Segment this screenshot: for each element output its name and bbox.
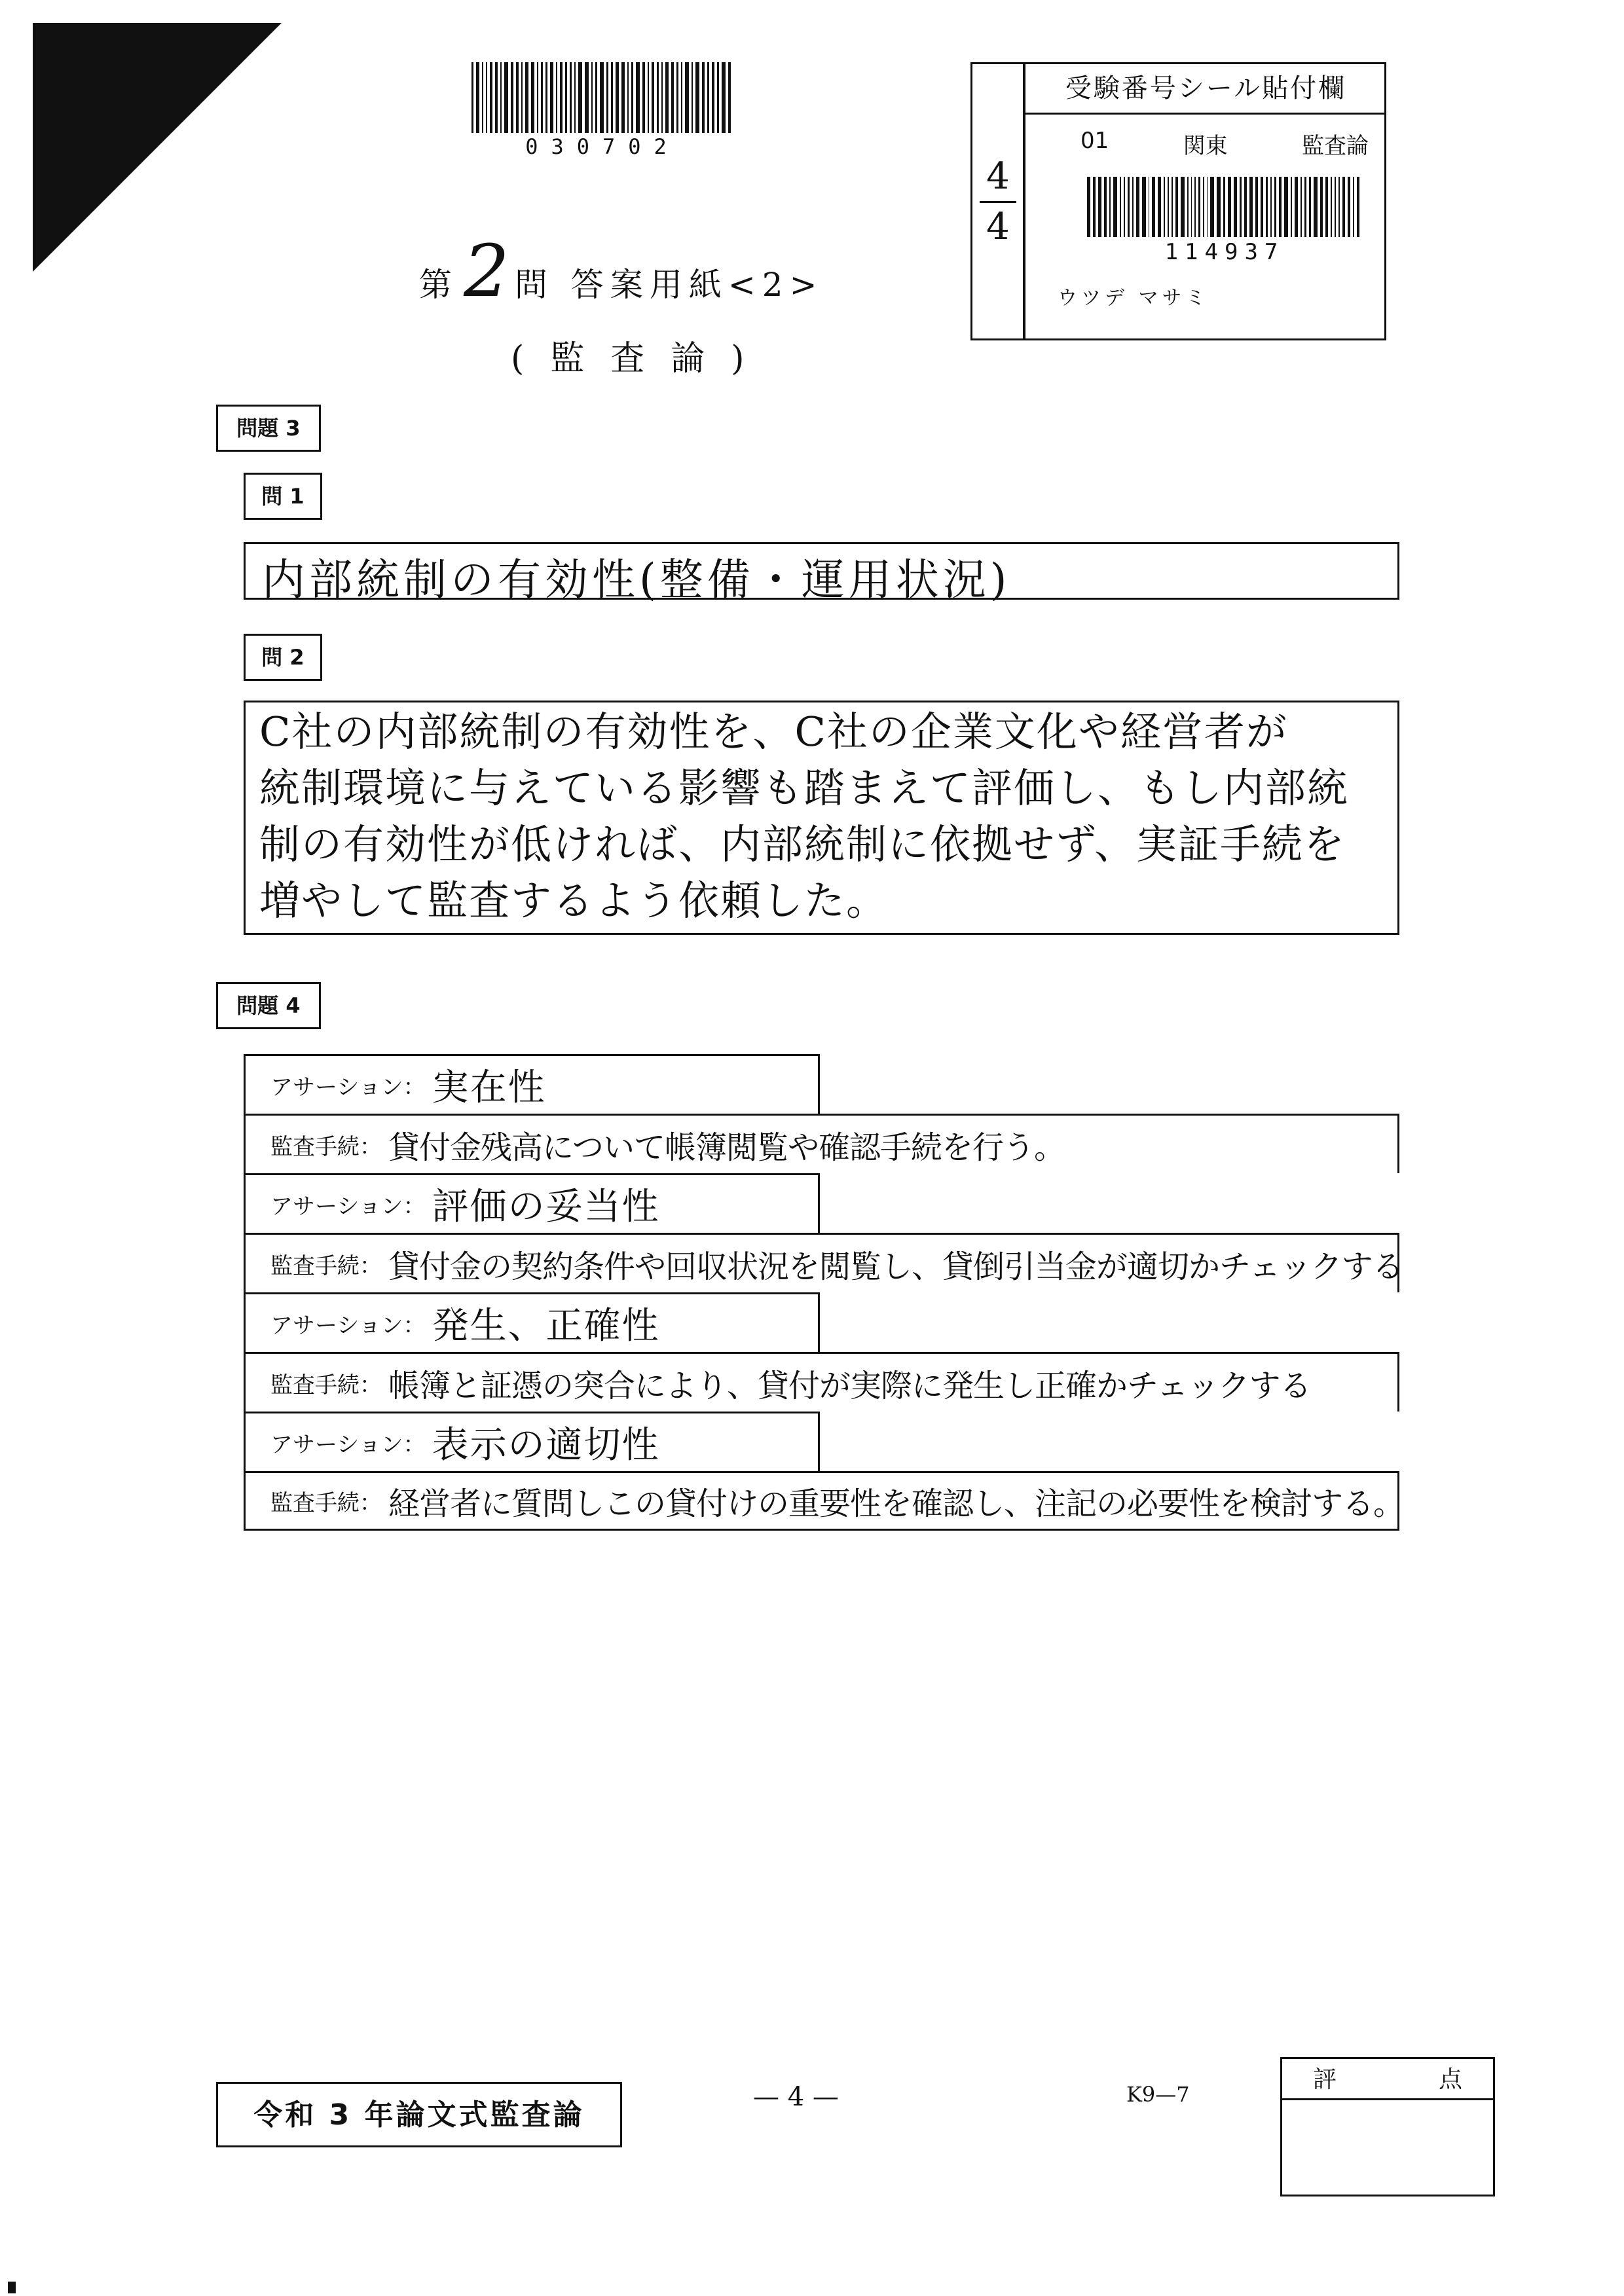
q2-answer-line: 制の有効性が低ければ、内部統制に依拠せず、実証手続を: [259, 820, 1346, 868]
barcode-bar: [1207, 177, 1208, 237]
barcode-bar: [1314, 177, 1318, 237]
barcode-bar: [685, 62, 689, 133]
barcode-bar: [1217, 177, 1221, 237]
barcode-bar: [606, 62, 608, 133]
score-label-1: 評: [1313, 2066, 1337, 2093]
title-suffix: 問 答案用紙<2>: [515, 266, 824, 304]
procedure-row[interactable]: [244, 1352, 1399, 1412]
barcode-bar: [531, 62, 534, 133]
barcode-bar: [1338, 177, 1340, 237]
barcode-bar: [486, 62, 488, 133]
barcode-bar: [657, 62, 659, 133]
score-box-heading: [1280, 2057, 1495, 2100]
barcode-bar: [525, 62, 528, 133]
barcode-bar: [1274, 177, 1276, 237]
page-number: — 4 —: [753, 2082, 839, 2112]
barcode-bar: [1342, 177, 1346, 237]
title-number: 2: [464, 229, 509, 313]
barcode-bar: [1113, 177, 1117, 237]
barcode-bar: [595, 62, 597, 133]
exam-title-box: [216, 2082, 622, 2147]
assertion-answer: 実在性: [432, 1066, 546, 1109]
page-title: [419, 229, 824, 313]
barcode-bar: [728, 62, 731, 133]
assertion-label: アサーション：: [270, 1074, 426, 1101]
assertion-label: アサーション：: [270, 1193, 426, 1220]
barcode-bar: [1087, 177, 1090, 237]
barcode-bar: [665, 62, 669, 133]
score-label-2: 点: [1438, 2066, 1462, 2093]
barcode-bar: [556, 62, 557, 133]
barcode-bar: [695, 62, 699, 133]
barcode-bar: [1357, 177, 1359, 237]
barcode-bar: [1194, 177, 1196, 237]
barcode-bar: [1181, 177, 1185, 237]
barcode-bar: [621, 62, 625, 133]
barcode-bar: [1255, 177, 1258, 237]
procedure-row[interactable]: [244, 1114, 1399, 1173]
barcode-bar: [541, 62, 543, 133]
barcode-bar: [1234, 177, 1238, 237]
barcode-bar: [1295, 177, 1299, 237]
sticker-page-fraction: [970, 154, 1025, 250]
q2-label: 問 2: [244, 634, 322, 681]
sticker-page-bottom: 4: [986, 206, 1010, 248]
barcode-bar: [1335, 177, 1336, 237]
barcode-bar: [1240, 177, 1242, 237]
barcode-bar: [1210, 177, 1214, 237]
barcode-bar: [560, 62, 563, 133]
barcode-bar: [636, 62, 640, 133]
barcode-bar: [631, 62, 633, 133]
barcode-bar: [642, 62, 644, 133]
barcode-bar: [1120, 177, 1121, 237]
barcode-bar: [661, 62, 663, 133]
barcode-bar: [570, 62, 572, 133]
barcode-bar: [1244, 177, 1247, 237]
barcode-bar: [1198, 177, 1200, 237]
q1-label: 問 1: [244, 473, 322, 520]
barcode-bar: [1309, 177, 1311, 237]
barcode-bar: [1301, 177, 1302, 237]
assertion-procedure-table: [244, 1054, 1405, 1531]
barcode-bar: [600, 62, 604, 133]
barcode-bar: [1266, 177, 1268, 237]
procedure-label: 監査手続：: [270, 1133, 382, 1160]
barcode-bar: [1104, 177, 1107, 237]
barcode-bar: [1149, 177, 1150, 237]
barcode-bar: [702, 62, 704, 133]
barcode-bar: [722, 62, 725, 133]
barcode-bar: [1348, 177, 1350, 237]
barcode-bar: [537, 62, 538, 133]
barcode-bar: [1261, 177, 1263, 237]
barcode-bar: [1152, 177, 1155, 237]
barcode-bar: [1136, 177, 1139, 237]
barcode-bar: [1142, 177, 1146, 237]
sticker-page-top: 4: [986, 155, 1010, 198]
title-prefix: 第: [419, 266, 458, 304]
top-barcode: [471, 62, 733, 133]
q2-answer-line: C社の内部統制の有効性を、C社の企業文化や経営者が: [259, 708, 1288, 756]
barcode-bar: [495, 62, 498, 133]
barcode-bar: [1168, 177, 1169, 237]
barcode-bar: [1304, 177, 1306, 237]
procedure-label: 監査手続：: [270, 1490, 382, 1516]
assertion-label: アサーション：: [270, 1431, 426, 1458]
assertion-answer: 発生、正確性: [432, 1305, 660, 1347]
assertion-row[interactable]: [244, 1054, 820, 1114]
barcode-bar: [585, 62, 589, 133]
sticker-region: 関東: [1183, 133, 1228, 159]
page-subtitle: (監査論): [511, 339, 771, 378]
question3-label: 問題 3: [216, 405, 321, 452]
sticker-heading: 受験番号シール貼付欄: [1025, 62, 1386, 115]
barcode-bar: [611, 62, 613, 133]
q2-answer-line: 増やして監査するよう依頼した。: [259, 877, 889, 924]
barcode-bar: [1320, 177, 1323, 237]
question4-label: 問題 4: [216, 982, 321, 1029]
barcode-bar: [717, 62, 719, 133]
sticker-barcode: [1087, 177, 1362, 237]
scan-mark: [8, 2282, 16, 2293]
barcode-bar: [671, 62, 673, 133]
barcode-bar: [1132, 177, 1134, 237]
procedure-row[interactable]: [244, 1471, 1405, 1531]
procedure-row[interactable]: [244, 1233, 1403, 1292]
procedure-answer: 経営者に質問しこの貸付けの重要性を確認し、注記の必要性を検討する。: [388, 1485, 1405, 1522]
procedure-answer: 帳簿と証憑の突合により、貸付が実際に発生し正確かチェックする: [388, 1367, 1311, 1404]
barcode-bar: [1228, 177, 1231, 237]
barcode-bar: [1353, 177, 1354, 237]
barcode-bar: [500, 62, 502, 133]
procedure-answer: 貸付金の契約条件や回収状況を閲覧し、貸倒引当金が適切かチェックする: [388, 1248, 1403, 1285]
barcode-bar: [565, 62, 567, 133]
barcode-bar: [1331, 177, 1332, 237]
assertion-answer: 評価の妥当性: [432, 1186, 660, 1228]
barcode-bar: [1093, 177, 1096, 237]
barcode-bar: [648, 62, 650, 133]
barcode-bar: [591, 62, 593, 133]
barcode-bar: [712, 62, 714, 133]
assertion-row[interactable]: [244, 1412, 820, 1471]
barcode-bar: [1249, 177, 1252, 237]
procedure-label: 監査手続：: [270, 1372, 382, 1398]
barcode-bar: [1203, 177, 1204, 237]
q1-answer-text: 内部統制の有効性(整備・運用状況): [262, 555, 1011, 605]
barcode-bar: [1270, 177, 1272, 237]
barcode-bar: [550, 62, 553, 133]
corner-triangle-mark: [33, 23, 282, 272]
barcode-bar: [1187, 177, 1189, 237]
barcode-bar: [578, 62, 582, 133]
barcode-bar: [692, 62, 693, 133]
barcode-bar: [1325, 177, 1328, 237]
form-code: K9—7: [1126, 2082, 1190, 2107]
barcode-bar: [1109, 177, 1111, 237]
barcode-bar: [1128, 177, 1130, 237]
q2-answer-line: 統制環境に与えている影響も踏まえて評価し、もし内部統: [259, 764, 1350, 812]
barcode-bar: [1223, 177, 1225, 237]
assertion-answer: 表示の適切性: [432, 1424, 660, 1467]
barcode-bar: [1291, 177, 1292, 237]
sticker-barcode-number: 114937: [1164, 239, 1285, 265]
barcode-bar: [1124, 177, 1125, 237]
barcode-bar: [490, 62, 492, 133]
barcode-bar: [676, 62, 678, 133]
barcode-bar: [511, 62, 513, 133]
top-barcode-number: 030702: [525, 134, 680, 159]
procedure-label: 監査手続：: [270, 1252, 382, 1279]
exam-title: 令和 3 年論文式監査論: [253, 2098, 585, 2132]
barcode-bar: [1191, 177, 1192, 237]
barcode-bar: [482, 62, 483, 133]
barcode-bar: [707, 62, 709, 133]
barcode-bar: [1175, 177, 1178, 237]
barcode-bar: [627, 62, 629, 133]
barcode-bar: [616, 62, 618, 133]
barcode-bar: [471, 62, 473, 133]
barcode-bar: [1279, 177, 1282, 237]
barcode-bar: [516, 62, 518, 133]
q2-answer-text: [259, 704, 1399, 929]
procedure-answer: 貸付金残高について帳簿閲覧や確認手続を行う。: [388, 1129, 1065, 1166]
assertion-row[interactable]: [244, 1173, 820, 1233]
barcode-bar: [574, 62, 576, 133]
barcode-bar: [504, 62, 508, 133]
sticker-region-code: 01: [1080, 128, 1109, 154]
barcode-bar: [1158, 177, 1161, 237]
sticker-subject: 監査論: [1301, 133, 1369, 159]
sticker-examinee-name: ウツデ マサミ: [1058, 287, 1209, 310]
assertion-row[interactable]: [244, 1292, 820, 1352]
barcode-bar: [1172, 177, 1173, 237]
barcode-bar: [1284, 177, 1288, 237]
assertion-label: アサーション：: [270, 1312, 426, 1339]
barcode-bar: [521, 62, 523, 133]
barcode-bar: [545, 62, 547, 133]
barcode-bar: [476, 62, 479, 133]
barcode-bar: [681, 62, 682, 133]
barcode-bar: [1164, 177, 1165, 237]
sticker-info-row: [1080, 128, 1369, 160]
barcode-bar: [652, 62, 654, 133]
barcode-bar: [1098, 177, 1102, 237]
